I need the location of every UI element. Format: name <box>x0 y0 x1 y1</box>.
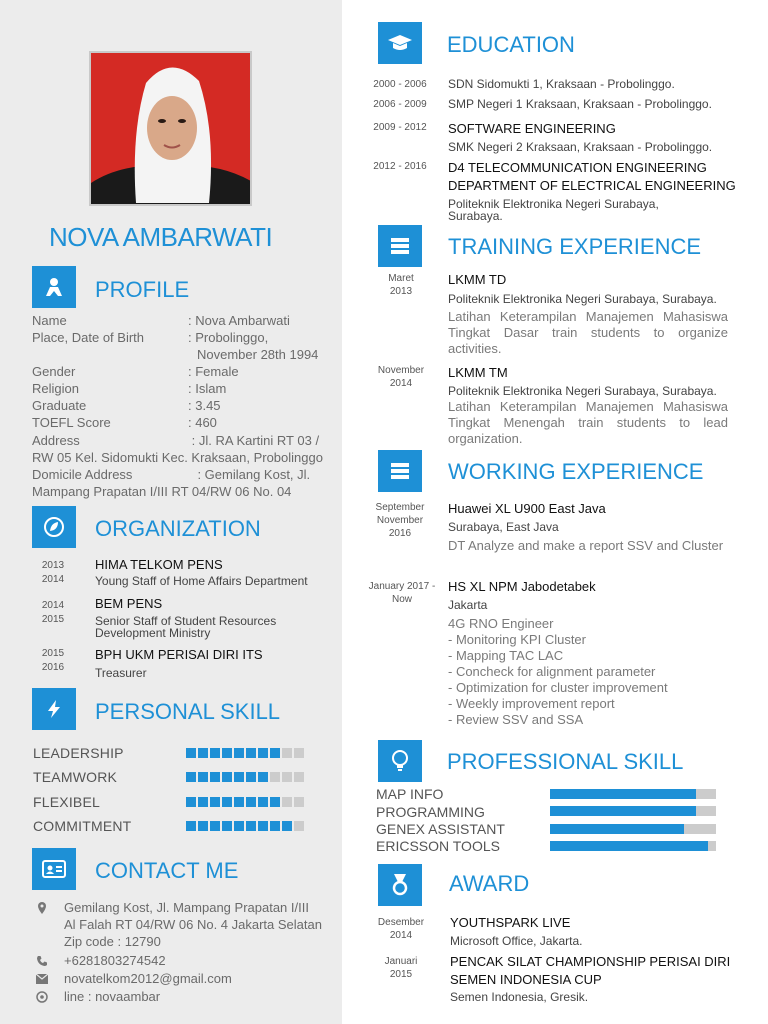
contact-email[interactable]: novatelkom2012@gmail.com <box>64 971 232 986</box>
graduate-label: Graduate <box>32 398 87 413</box>
dob-value: November 28th 1994 <box>197 347 319 362</box>
pro-skill-bar <box>550 789 716 799</box>
training-place: Politeknik Elektronika Negeri Surabaya, Surabaya. <box>448 292 717 306</box>
skill-dot <box>210 821 220 831</box>
award-place: Microsoft Office, Jakarta. <box>450 934 583 948</box>
edu-school: SMP Negeri 1 Kraksaan, Kraksaan - Probolinggo. <box>448 97 712 111</box>
skill-dot <box>198 772 208 782</box>
edu-school: SMK Negeri 2 Kraksaan, Kraksaan - Probolinggo. <box>448 140 713 154</box>
training-title: LKMM TD <box>448 272 507 287</box>
skill-dot <box>294 772 304 782</box>
edu-school-city: Surabaya. <box>448 209 503 223</box>
lightning-icon <box>32 688 76 730</box>
email-icon <box>36 973 48 985</box>
training-title: LKMM TM <box>448 365 508 380</box>
education-heading: EDUCATION <box>447 32 575 57</box>
contact-line[interactable]: line : novaambar <box>64 989 161 1004</box>
profile-photo <box>89 51 252 206</box>
contact-zip: Zip code : 12790 <box>64 934 161 949</box>
edu-year: 2000 - 2006 <box>373 79 427 90</box>
domicile-line1: Domicile Address : Gemilang Kost, Jl. <box>32 467 311 482</box>
toefl-label: TOEFL Score <box>32 415 111 430</box>
organization-heading: ORGANIZATION <box>95 516 261 541</box>
edu-year: 2012 - 2016 <box>373 161 427 172</box>
skill-dot <box>234 772 244 782</box>
contact-heading: CONTACT ME <box>95 858 239 883</box>
award-date: Desember 2014 <box>377 917 425 941</box>
work-duties: 4G RNO Engineer - Monitoring KPI Cluster - Mapping TAC LAC - Concheck for alignment parameter - Optimization for cluster improvement - Weekly improvement report - Review SSV and SSA <box>448 616 668 727</box>
edu-major: D4 TELECOMMUNICATION ENGINEERING <box>448 160 707 175</box>
skill-dot <box>234 821 244 831</box>
domicile-line2: Mampang Prapatan I/III RT 04/RW 06 No. 04 <box>32 484 292 499</box>
skill-dot <box>246 772 256 782</box>
address-line1: Address : Jl. RA Kartini RT 03 / <box>32 433 320 448</box>
edu-year: 2009 - 2012 <box>373 122 427 133</box>
training-description: Latihan Keterampilan Manajemen Mahasiswa Tingkat Menengah train students to lead organization. <box>448 399 728 446</box>
org-title: BEM PENS <box>95 596 163 611</box>
training-heading: TRAINING EXPERIENCE <box>448 234 702 259</box>
training-date: Maret 2013 <box>388 273 414 297</box>
profile-icon <box>32 266 76 308</box>
work-date: January 2017 - Now <box>368 581 436 605</box>
skill-dot <box>258 772 268 782</box>
edu-year: 2006 - 2009 <box>373 99 427 110</box>
award-title-line2: SEMEN INDONESIA CUP <box>450 972 602 987</box>
org-title: HIMA TELKOM PENS <box>95 557 223 572</box>
skill-dot <box>282 797 292 807</box>
toefl-value: : 460 <box>188 415 217 430</box>
skill-dot <box>270 797 280 807</box>
skill-dot <box>186 748 196 758</box>
pro-skill-bar <box>550 806 716 816</box>
pro-skill-bar <box>550 824 716 834</box>
skill-dot <box>294 797 304 807</box>
profile-heading: PROFILE <box>95 277 190 302</box>
skill-rating <box>186 797 304 807</box>
work-place: Surabaya, East Java <box>448 520 559 534</box>
skill-dot <box>258 748 268 758</box>
skill-dot <box>246 821 256 831</box>
working-heading: WORKING EXPERIENCE <box>448 459 704 484</box>
skill-dot <box>186 797 196 807</box>
skill-dot <box>222 797 232 807</box>
edu-school: SDN Sidomukti 1, Kraksaan - Probolinggo. <box>448 77 675 91</box>
skill-dot <box>198 797 208 807</box>
skill-dot <box>198 748 208 758</box>
address-line2: RW 05 Kel. Sidomukti Kec. Kraksaan, Probolinggo <box>32 450 323 465</box>
line-app-icon <box>36 991 48 1003</box>
skill-dot <box>282 821 292 831</box>
skill-dot <box>270 821 280 831</box>
org-year: 2013 2014 <box>41 560 65 585</box>
skill-rating <box>186 772 304 782</box>
award-date: Januari 2015 <box>384 956 418 980</box>
pro-skill-label: GENEX ASSISTANT <box>376 821 505 837</box>
personal-skill-heading: PERSONAL SKILL <box>95 699 281 724</box>
edu-department: DEPARTMENT OF ELECTRICAL ENGINEERING <box>448 178 736 193</box>
contact-card-icon <box>32 848 76 890</box>
org-role: Senior Staff of Student Resources Development Ministry <box>95 614 277 640</box>
skill-dot <box>210 772 220 782</box>
pro-skill-bar <box>550 841 716 851</box>
pro-skill-fill <box>550 824 684 834</box>
skill-dot <box>258 797 268 807</box>
skill-label: FLEXIBEL <box>33 794 100 810</box>
skill-dot <box>282 748 292 758</box>
edu-school: Politeknik Elektronika Negeri Surabaya, <box>448 197 659 211</box>
leaf-icon <box>32 506 76 548</box>
skill-dot <box>270 748 280 758</box>
pob-value: : Probolinggo, <box>188 330 269 345</box>
pro-skill-label: MAP INFO <box>376 786 444 802</box>
work-title: Huawei XL U900 East Java <box>448 501 606 516</box>
award-heading: AWARD <box>449 871 530 896</box>
skill-dot <box>294 748 304 758</box>
pro-skill-fill <box>550 806 696 816</box>
skill-dot <box>246 748 256 758</box>
skill-dot <box>246 797 256 807</box>
skill-dot <box>186 772 196 782</box>
training-icon <box>378 225 422 267</box>
training-place: Politeknik Elektronika Negeri Surabaya, Surabaya. <box>448 384 717 398</box>
org-role: Treasurer <box>95 666 147 680</box>
work-date: September November 2016 <box>375 502 425 539</box>
edu-major: SOFTWARE ENGINEERING <box>448 121 616 136</box>
skill-dot <box>222 821 232 831</box>
skill-dot <box>186 821 196 831</box>
gender-label: Gender <box>32 364 76 379</box>
gender-value: : Female <box>188 364 239 379</box>
location-pin-icon <box>36 902 48 914</box>
pro-skill-fill <box>550 841 708 851</box>
lightbulb-icon <box>378 740 422 782</box>
work-place: Jakarta <box>448 598 488 612</box>
skill-label: LEADERSHIP <box>33 745 124 761</box>
skill-label: COMMITMENT <box>33 818 132 834</box>
name-label: Name <box>32 313 67 328</box>
graduate-value: : 3.45 <box>188 398 221 413</box>
skill-dot <box>282 772 292 782</box>
training-description: Latihan Keterampilan Manajemen Mahasiswa Tingkat Dasar train students to organize activities. <box>448 309 728 356</box>
org-title: BPH UKM PERISAI DIRI ITS <box>95 647 263 662</box>
training-date: November 2014 <box>377 365 425 389</box>
skill-dot <box>198 821 208 831</box>
award-title: YOUTHSPARK LIVE <box>450 915 571 930</box>
graduation-cap-icon <box>378 22 422 64</box>
religion-label: Religion <box>32 381 79 396</box>
skill-dot <box>294 821 304 831</box>
skill-dot <box>270 772 280 782</box>
name-value: : Nova Ambarwati <box>188 313 290 328</box>
contact-phone[interactable]: +6281803274542 <box>64 953 166 968</box>
briefcase-icon <box>378 450 422 492</box>
medal-icon <box>378 864 422 906</box>
skill-dot <box>210 797 220 807</box>
skill-dot <box>222 748 232 758</box>
pro-skill-fill <box>550 789 696 799</box>
award-place: Semen Indonesia, Gresik. <box>450 990 589 1004</box>
org-year: 2014 2015 <box>41 600 65 625</box>
pro-skill-label: ERICSSON TOOLS <box>376 838 500 854</box>
skill-dot <box>234 797 244 807</box>
religion-value: : Islam <box>188 381 227 396</box>
pro-skill-label: PROGRAMMING <box>376 804 485 820</box>
org-role: Young Staff of Home Affairs Department <box>95 574 308 588</box>
professional-skill-heading: PROFESSIONAL SKILL <box>447 749 684 774</box>
work-title: HS XL NPM Jabodetabek <box>448 579 596 594</box>
contact-address-line1: Gemilang Kost, Jl. Mampang Prapatan I/III <box>64 900 309 915</box>
org-year: 2015 2016 <box>41 648 65 673</box>
contact-address-line2: Al Falah RT 04/RW 06 No. 4 Jakarta Selatan <box>64 917 322 932</box>
phone-icon <box>36 955 48 967</box>
skill-rating <box>186 821 304 831</box>
skill-dot <box>258 821 268 831</box>
skill-rating <box>186 748 304 758</box>
skill-dot <box>210 748 220 758</box>
skill-label: TEAMWORK <box>33 769 118 785</box>
pob-label: Place, Date of Birth <box>32 330 144 345</box>
work-description: DT Analyze and make a report SSV and Cluster <box>448 538 724 553</box>
skill-dot <box>222 772 232 782</box>
skill-dot <box>234 748 244 758</box>
candidate-name: NOVA AMBARWATI <box>49 222 273 252</box>
award-title: PENCAK SILAT CHAMPIONSHIP PERISAI DIRI <box>450 954 731 969</box>
